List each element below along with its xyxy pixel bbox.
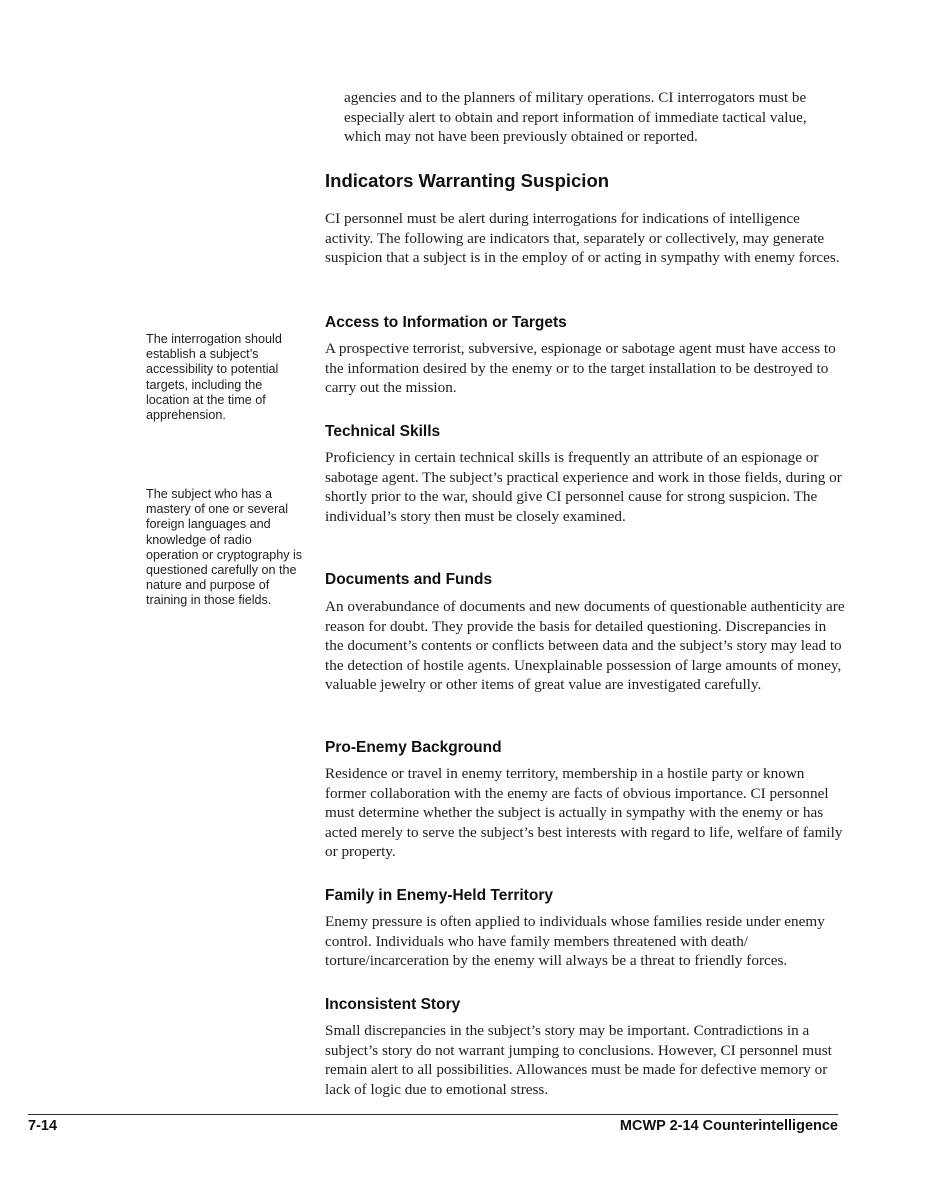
footer-page-number: 7-14 bbox=[28, 1118, 58, 1134]
subsection-text-documents: An overabundance of documents and new documents of questionable authenticity are reason for doubt. They provide the basis for detailed questioning. Discrepancies in the document’s contents or conflicts between data and the subject’s story may lead to the detection of hostile agents. Unexplainable possession of large amounts of money, valuable jewelry or other items of great value are investigated carefully. bbox=[325, 598, 845, 694]
subsection-heading-documents: Documents and Funds bbox=[325, 571, 493, 588]
subsection-text-technical: Proficiency in certain technical skills is frequently an attribute of an espionage or sabotage agent. The subject’s practical experience and work in those fields, during or shortly prior to the war, should give CI personnel cause for strong suspicion. The individual’s story then must be closely examined. bbox=[325, 449, 842, 525]
margin-note-technical: The subject who has a mastery of one or several foreign languages and knowledge of radio operation or cryptography is questioned carefully on the nature and purpose of training in those fields. bbox=[146, 487, 303, 608]
footer-publication-title: MCWP 2-14 Counterintelligence bbox=[619, 1118, 838, 1134]
subsection-text-pro-enemy: Residence or travel in enemy territory, membership in a hostile party or known former collaboration with the enemy are facts of obvious importance. CI personnel must determine whether the subject is actually in sympathy with the enemy or has acted merely to serve the subject’s best interests with regard to life, welfare of family or property. bbox=[325, 765, 843, 861]
margin-note-access: The interrogation should establish a subject’s accessibility to potential targets, including the location at the time of apprehension. bbox=[146, 332, 282, 423]
section-heading: Indicators Warranting Suspicion bbox=[325, 170, 610, 191]
section-intro-paragraph: CI personnel must be alert during interrogations for indications of intelligence activity. The following are indicators that, separately or collectively, may generate suspicion that a subject is in the employ of or acting in sympathy with enemy forces. bbox=[325, 210, 840, 267]
intro-paragraph: agencies and to the planners of military operations. CI interrogators must be especially alert to obtain and report information of immediate tactical value, which may not have been previously obtained or reported. bbox=[344, 89, 807, 146]
subsection-heading-pro-enemy: Pro-Enemy Background bbox=[325, 739, 502, 756]
subsection-heading-access: Access to Information or Targets bbox=[325, 314, 567, 331]
subsection-text-access: A prospective terrorist, subversive, espionage or sabotage agent must have access to the information desired by the enemy or to the target installation to be destroyed to carry out the mission. bbox=[325, 340, 836, 397]
subsection-text-inconsistent: Small discrepancies in the subject’s story may be important. Contradictions in a subject’s story do not warrant jumping to conclusions. However, CI personnel must remain alert to all possibilities. Allowances must be made for defective memory or lack of logic due to emotional stress. bbox=[325, 1022, 832, 1098]
subsection-heading-inconsistent: Inconsistent Story bbox=[325, 996, 461, 1013]
footer-rule bbox=[28, 1114, 838, 1115]
subsection-heading-family: Family in Enemy-Held Territory bbox=[325, 887, 553, 904]
subsection-text-family: Enemy pressure is often applied to individuals whose families reside under enemy control. Individuals who have family members threatened with death/ torture/incarceration by the enemy will always be a threat to friendly forces. bbox=[325, 913, 825, 970]
subsection-heading-technical: Technical Skills bbox=[325, 423, 441, 440]
